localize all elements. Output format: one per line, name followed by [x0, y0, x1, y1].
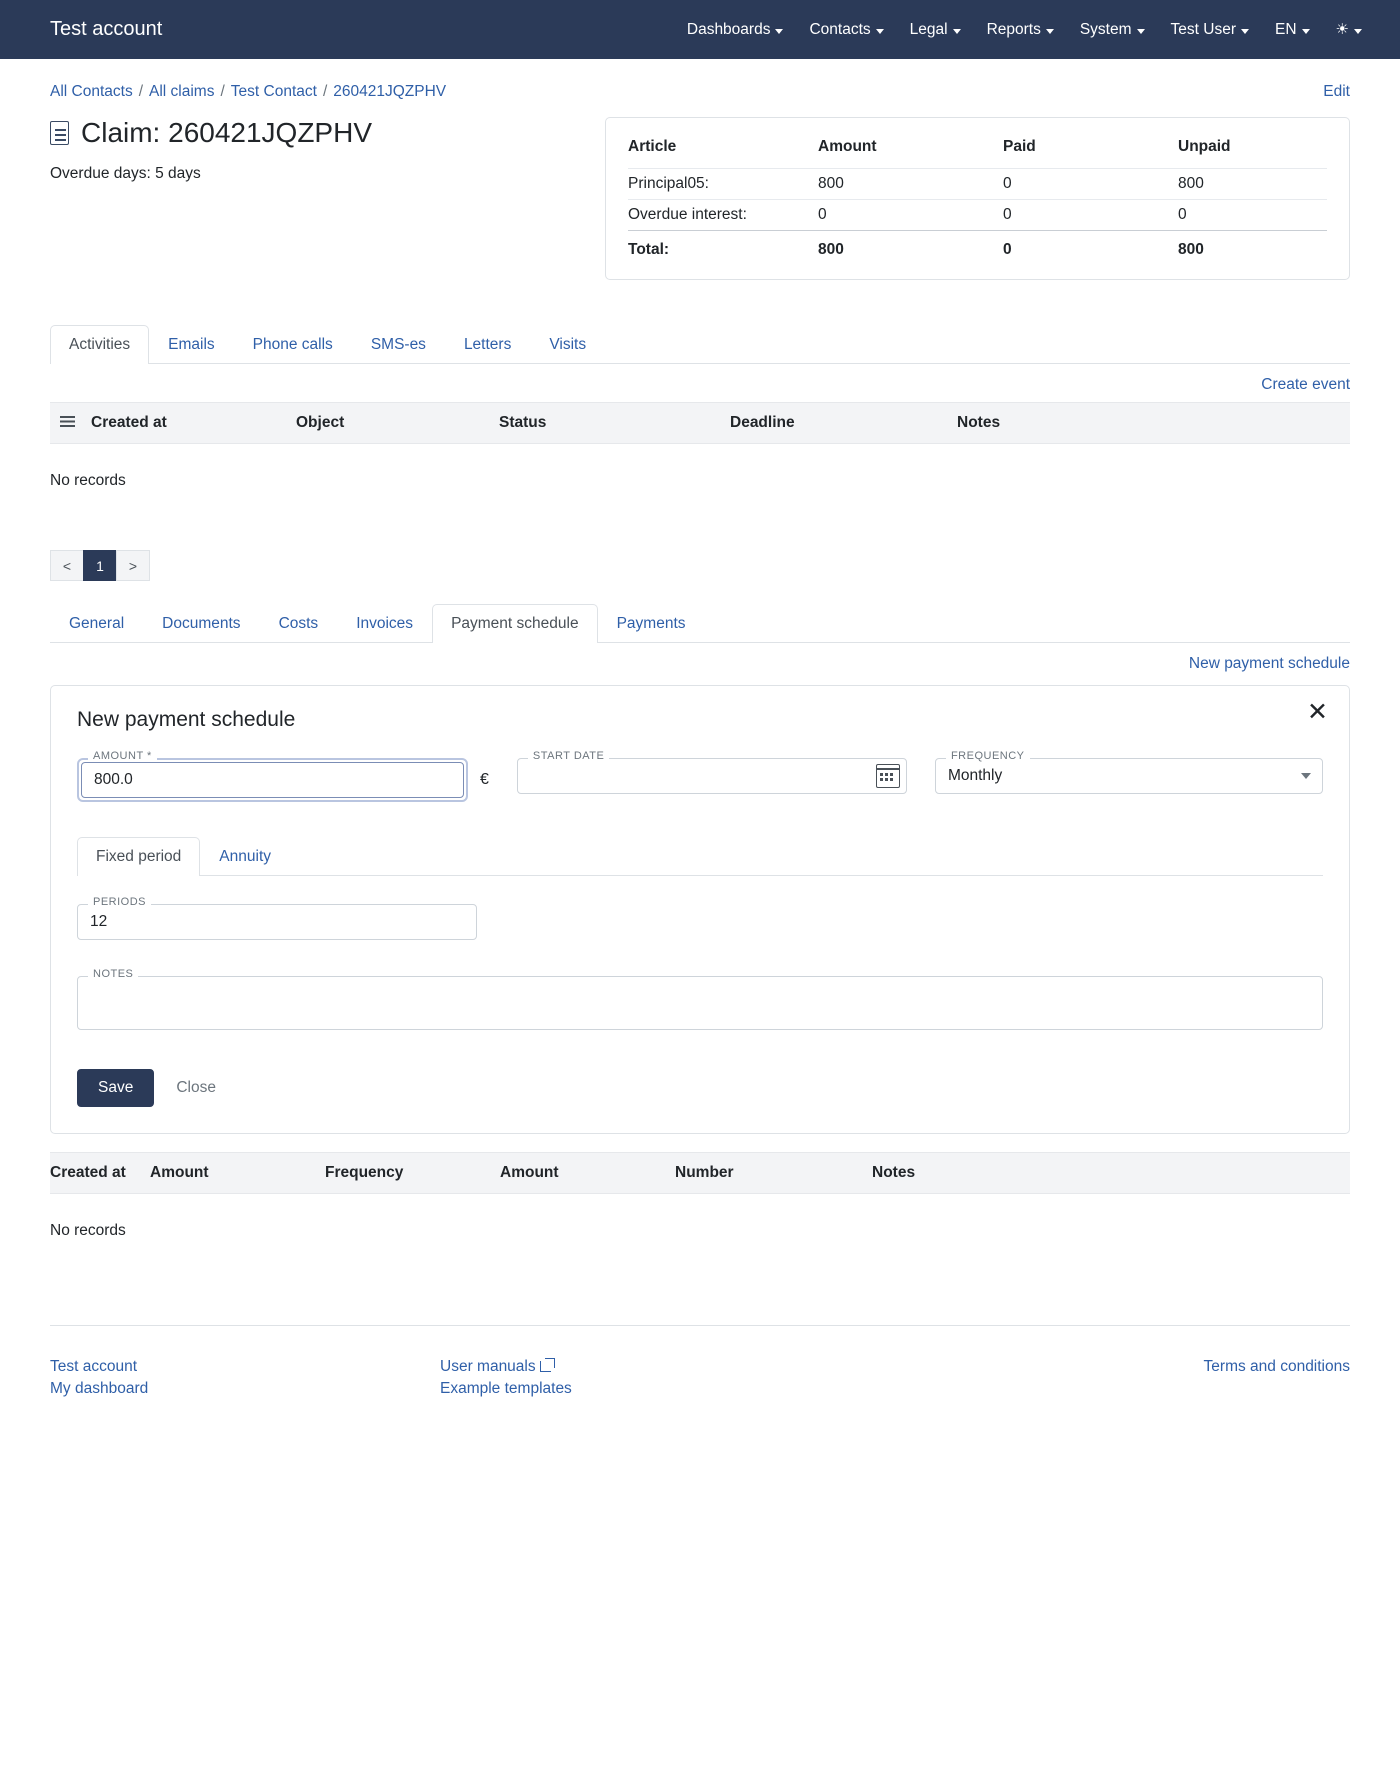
create-event-link[interactable]: Create event — [1261, 376, 1350, 393]
footer-link-test-account[interactable]: Test account — [50, 1358, 138, 1375]
title-block — [50, 117, 372, 183]
save-button[interactable]: Save — [77, 1069, 154, 1107]
breadcrumb-row — [50, 59, 1350, 101]
summary-total-paid: 0 — [1003, 231, 1178, 266]
close-icon[interactable]: ✕ — [1307, 698, 1328, 726]
table-row — [628, 169, 1327, 200]
tab-annuity[interactable]: Annuity — [219, 848, 271, 865]
chevron-down-icon — [953, 29, 961, 34]
summary-header-row — [628, 134, 1327, 169]
schedule-actions — [50, 643, 1350, 681]
start-date-label: START DATE — [528, 750, 609, 762]
nav-item-contacts[interactable] — [809, 21, 883, 39]
breadcrumb-separator: / — [138, 83, 144, 100]
tab-payments[interactable]: Payments — [616, 615, 686, 632]
summary-table — [628, 134, 1327, 265]
detail-tabs — [50, 603, 1350, 643]
calendar-icon[interactable] — [876, 764, 900, 788]
tab-costs[interactable]: Costs — [278, 615, 319, 632]
summary-total-unpaid: 800 — [1178, 231, 1327, 266]
nav-item-system[interactable] — [1080, 21, 1145, 39]
summary-cell: 0 — [1003, 169, 1178, 200]
nav-label: Reports — [986, 20, 1041, 38]
overdue-days: Overdue days: 5 days — [50, 165, 201, 182]
footer — [50, 1325, 1350, 1441]
start-date-inner — [517, 758, 907, 794]
amount-group — [77, 750, 489, 802]
summary-cell: 0 — [818, 200, 1003, 231]
frequency-field-wrap — [935, 750, 1323, 794]
chevron-down-icon — [1354, 29, 1362, 34]
chevron-down-icon — [1137, 29, 1145, 34]
chevron-down-icon — [1302, 29, 1310, 34]
summary-card — [605, 117, 1350, 280]
notes-field-wrap — [77, 968, 1323, 1035]
header-section — [50, 117, 1350, 280]
tab-phone-calls[interactable]: Phone calls — [252, 336, 333, 353]
activity-actions — [50, 364, 1350, 402]
new-payment-schedule-panel — [50, 685, 1350, 1134]
activities-header-row — [50, 403, 1350, 444]
col-notes[interactable]: Notes — [864, 1153, 1350, 1194]
activities-table — [50, 402, 1350, 444]
external-link-icon — [540, 1361, 551, 1372]
frequency-label: FREQUENCY — [946, 750, 1030, 762]
list-icon — [60, 416, 75, 427]
panel-title: New payment schedule — [77, 708, 296, 731]
tab-visits[interactable]: Visits — [549, 336, 587, 353]
summary-cell: 0 — [1178, 200, 1327, 231]
edit-link[interactable]: Edit — [1323, 83, 1350, 100]
notes-label: NOTES — [88, 968, 138, 980]
frequency-select-inner — [935, 758, 1323, 794]
activities-empty-text: No records — [50, 472, 126, 489]
summary-cell: 0 — [1003, 200, 1178, 231]
periods-field-wrap — [77, 896, 477, 940]
theme-toggle[interactable] — [1336, 22, 1362, 37]
col-deadline[interactable]: Deadline — [722, 403, 949, 444]
tab-activities[interactable]: Activities — [50, 325, 149, 364]
form-buttons — [77, 1069, 1323, 1107]
breadcrumb-all-claims[interactable]: All claims — [149, 83, 215, 100]
col-created-at[interactable]: Created at — [50, 1153, 142, 1194]
close-button[interactable]: Close — [172, 1070, 220, 1106]
nav-label: Test User — [1170, 20, 1236, 38]
start-date-field-wrap — [517, 750, 907, 794]
nav-item-reports[interactable] — [987, 21, 1054, 39]
frequency-select[interactable] — [935, 758, 1323, 794]
brand-title[interactable]: Test account — [50, 18, 163, 40]
tab-sms-es[interactable]: SMS-es — [370, 336, 426, 353]
summary-total-row — [628, 231, 1327, 266]
form-row-top — [77, 750, 1323, 802]
summary-col-amount: Amount — [818, 138, 877, 155]
amount-label-text: AMOUNT — [93, 750, 144, 762]
nav-item-legal[interactable] — [910, 21, 961, 39]
currency-symbol: € — [480, 771, 489, 788]
column-options-button[interactable] — [50, 403, 83, 444]
col-amount-2[interactable]: Amount — [492, 1153, 667, 1194]
summary-cell: Overdue interest: — [628, 200, 818, 231]
pagination-next[interactable]: > — [116, 550, 150, 581]
schedule-header-row — [50, 1153, 1350, 1194]
summary-cell: 800 — [1178, 169, 1327, 200]
periods-label: PERIODS — [88, 896, 151, 908]
chevron-down-icon — [1241, 29, 1249, 34]
col-frequency[interactable]: Frequency — [317, 1153, 492, 1194]
footer-column-3 — [1204, 1356, 1350, 1401]
footer-column-2 — [440, 1356, 1204, 1401]
tab-documents[interactable]: Documents — [162, 615, 241, 632]
nav-label: EN — [1275, 20, 1297, 38]
nav-label: Contacts — [809, 20, 871, 38]
new-payment-schedule-link[interactable]: New payment schedule — [1188, 655, 1350, 672]
page-title-text: Claim: 260421JQZPHV — [81, 117, 373, 148]
sun-icon: ☀ — [1335, 21, 1349, 38]
col-status[interactable]: Status — [491, 403, 722, 444]
pagination-page-1[interactable]: 1 — [83, 550, 117, 581]
footer-column-1 — [50, 1356, 440, 1401]
amount-input[interactable] — [81, 762, 464, 798]
start-date-input[interactable] — [517, 758, 907, 794]
nav-label: System — [1079, 20, 1132, 38]
tab-fixed-period[interactable]: Fixed period — [77, 837, 200, 876]
tab-invoices[interactable]: Invoices — [356, 615, 414, 632]
chevron-down-icon — [1046, 29, 1054, 34]
document-icon — [50, 121, 69, 145]
footer-link-terms[interactable]: Terms and conditions — [1203, 1358, 1350, 1375]
col-notes[interactable]: Notes — [949, 403, 1350, 444]
amount-label — [88, 750, 157, 762]
summary-total-amount: 800 — [818, 231, 1003, 266]
payment-schedule-table — [50, 1152, 1350, 1194]
table-row — [628, 200, 1327, 231]
pagination-prev[interactable]: < — [50, 550, 84, 581]
footer-link-user-manuals-label: User manuals — [440, 1358, 536, 1375]
summary-col-unpaid: Unpaid — [1178, 138, 1231, 155]
activity-tabs — [50, 324, 1350, 364]
col-number[interactable]: Number — [667, 1153, 864, 1194]
chevron-down-icon — [1301, 773, 1311, 779]
chevron-down-icon — [876, 29, 884, 34]
tab-emails[interactable]: Emails — [168, 336, 215, 353]
breadcrumb-separator: / — [322, 83, 328, 100]
periods-input[interactable] — [77, 904, 477, 940]
summary-cell: Principal05: — [628, 169, 818, 200]
nav-label: Legal — [909, 20, 948, 38]
nav-label: Dashboards — [686, 20, 771, 38]
footer-link-example-templates[interactable]: Example templates — [440, 1380, 572, 1398]
summary-col-paid: Paid — [1003, 138, 1036, 155]
navbar-menu — [687, 21, 1362, 39]
summary-cell: 800 — [818, 169, 1003, 200]
page-title — [50, 117, 372, 149]
col-amount-1[interactable]: Amount — [142, 1153, 317, 1194]
breadcrumb-all-contacts[interactable]: All Contacts — [50, 83, 133, 100]
footer-link-user-manuals[interactable] — [440, 1356, 1204, 1378]
breadcrumb-separator: / — [220, 83, 225, 100]
top-navbar — [0, 0, 1400, 59]
schedule-empty-text: No records — [50, 1222, 126, 1239]
notes-textarea[interactable] — [77, 976, 1323, 1030]
summary-col-article: Article — [628, 138, 677, 155]
summary-total-label: Total: — [628, 231, 818, 266]
schedule-type-tabs — [77, 836, 1323, 876]
nav-item-dashboards[interactable] — [687, 21, 784, 39]
nav-item-user[interactable] — [1171, 21, 1249, 39]
chevron-down-icon — [775, 29, 783, 34]
tab-letters[interactable]: Letters — [463, 336, 512, 353]
nav-item-language[interactable] — [1275, 21, 1310, 39]
breadcrumb-test-contact[interactable]: Test Contact — [230, 83, 317, 100]
breadcrumb — [50, 83, 446, 101]
tab-general[interactable]: General — [69, 615, 125, 632]
col-object[interactable]: Object — [288, 403, 491, 444]
required-mark: * — [147, 750, 152, 762]
breadcrumb-current: 260421JQZPHV — [333, 83, 447, 100]
tab-payment-schedule[interactable]: Payment schedule — [432, 604, 598, 643]
amount-field-wrap — [77, 750, 468, 802]
pagination — [50, 550, 1350, 581]
col-created-at[interactable]: Created at — [83, 403, 288, 444]
footer-link-my-dashboard[interactable]: My dashboard — [50, 1380, 149, 1398]
